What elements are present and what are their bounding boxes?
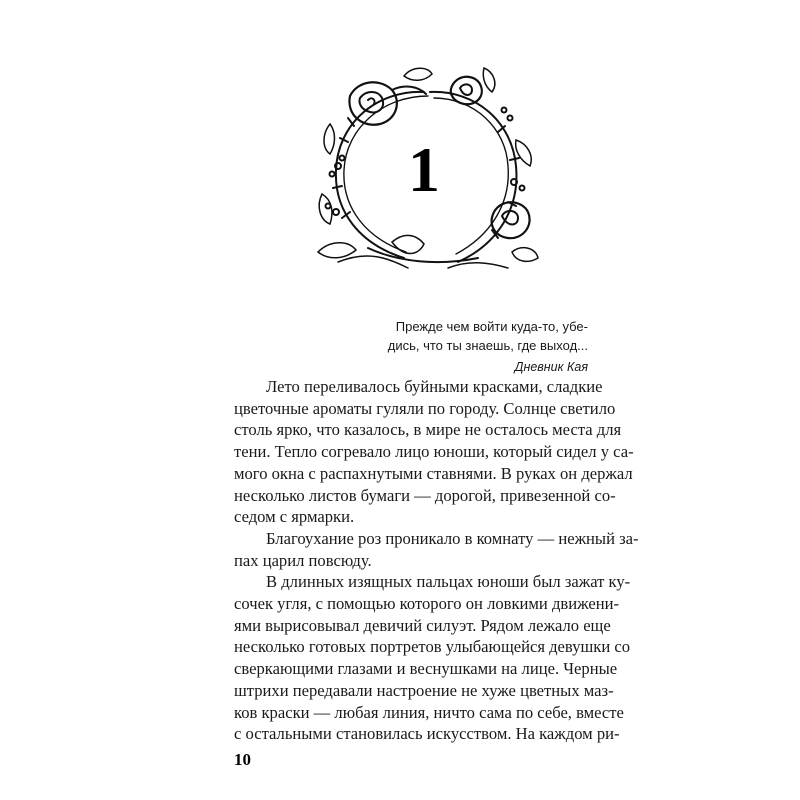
body-text-line: В длинных изящных пальцах юноши был зажат ку- <box>266 572 631 592</box>
body-text-line: пах царил повсюду. <box>234 550 372 570</box>
epigraph-line: Прежде чем войти куда-то, убе- <box>395 319 588 334</box>
body-text-line: Благоухание роз проникало в комнату — нежный за- <box>266 528 639 548</box>
body-text-line: сверкающими глазами и веснушками на лице. Черные <box>234 659 618 679</box>
body-text-line: несколько листов бумаги — дорогой, привезенной со- <box>234 485 616 505</box>
body-text-line: с остальными становилась искусством. На каждом ри- <box>234 724 620 744</box>
body-text-line: столь ярко, что казалось, в мире не осталось места для <box>234 420 622 440</box>
body-text-line: цветочные ароматы гуляли по городу. Солнце светило <box>234 398 616 418</box>
body-text-line: мого окна с распахнутыми ставнями. В руках он держал <box>234 463 633 483</box>
page-number: 10 <box>234 749 251 769</box>
body-text-line: Лето переливалось буйными красками, сладкие <box>266 377 603 396</box>
body-text-line: штрихи передавали настроение не хуже цветных маз- <box>234 680 614 700</box>
chapter-number: 1 <box>408 134 440 205</box>
epigraph-source: Дневник Кая <box>514 360 588 374</box>
body-text-line: несколько готовых портретов улыбающейся девушки со <box>234 637 631 657</box>
body-text-line: седом с ярмарки. <box>234 507 355 527</box>
body-text-line: ков краски — любая линия, ничто сама по себе, вместе <box>234 702 624 722</box>
body-text-line: сочек угля, с помощью которого он ловкими движени- <box>234 594 620 613</box>
body-text-line: тени. Тепло согревало лицо юноши, который сидел у са- <box>234 442 634 462</box>
epigraph-line: дись, что ты знаешь, где выход... <box>387 338 588 353</box>
body-text-line: ями вырисовывал девичий силуэт. Рядом лежало еще <box>234 615 611 635</box>
